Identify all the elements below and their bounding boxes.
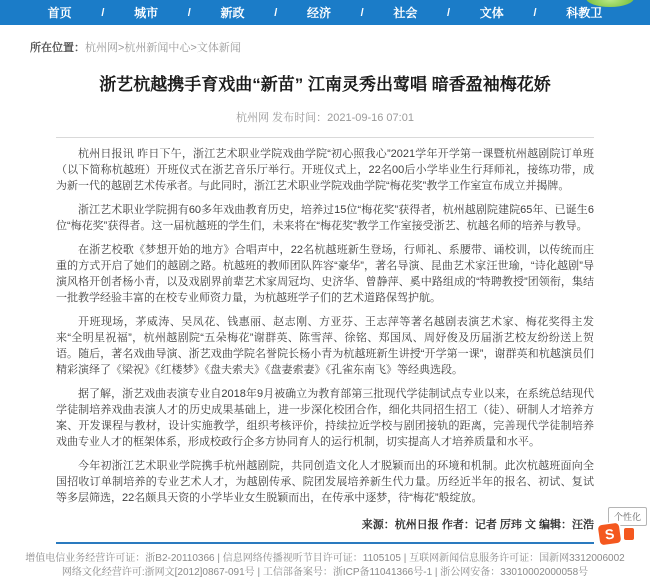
article-byline: 来源：杭州日报 作者：记者 厉玮 文 编辑：汪浩 bbox=[361, 519, 594, 531]
article-meta: 杭州网 发布时间：2021-09-16 07:01 bbox=[236, 112, 414, 124]
nav-separator: / bbox=[533, 6, 537, 19]
nav-item-sci-edu-health[interactable]: 科教卫 bbox=[566, 6, 603, 20]
footer-license-line-2: 网络文化经营许可:浙网文[2012]0867-091号 | 工信部备案号：浙ICP备11041366号-1 | 浙公网安备：33010002000058号 bbox=[61, 567, 589, 578]
article-paragraph: 在浙艺校歌《梦想开始的地方》合唱声中，22名杭越班新生登场，行师礼、系腰带、诵校训，以传统而庄重的方式开启了她们的越剧之路。杭越班的教师团队阵容“豪华”，著名导演、昆曲艺术家汪世瑜，“诗化越剧”导演风格开创者杨小青，以及戏剧界前辈艺术家周冠均、史济华、曾静萍、奚中路组成的“特聘教授”团领衔，集结一批教学经验丰富的在校专业师资力量，为杭越班学子们的艺术道路保驾护航。 bbox=[56, 244, 594, 304]
article-paragraph: 杭州日报讯 昨日下午，浙江艺术职业学院戏曲学院“初心照我心”2021学年开学第一课暨杭州越剧院订单班（以下简称杭越班）开班仪式在浙艺音乐厅举行。开班仪式上，22名00后小学毕业生行拜师礼，接练功带，成为新一代的越剧艺术传承者。与此同时，浙江艺术职业学院戏曲学院“梅花奖”教学工作室宣布成立并揭牌。 bbox=[56, 148, 594, 192]
nav-separator: / bbox=[187, 6, 191, 19]
nav-item-new-policy[interactable]: 新政 bbox=[220, 6, 245, 20]
breadcrumb bbox=[30, 39, 650, 55]
footer-license-line-1: 增值电信业务经营许可证：浙B2-20110366 | 信息网络传播视听节目许可证：1105105 | 互联网新闻信息服务许可证：国新网3312006002 bbox=[25, 553, 625, 564]
top-navigation-bar bbox=[0, 0, 650, 25]
article-container bbox=[56, 73, 594, 544]
article-paragraph: 今年初浙江艺术职业学院携手杭州越剧院，共同创造文化人才脱颖而出的环境和机制。此次杭越班面向全国招收订单制培养的专业艺术人才，为越剧传承、院团发展培养新生代力量。历经近半年的报名、初试、复试等多层筛选，22名颇具天资的小学毕业女生脱颖而出，在传承中逐梦，待“梅花”般绽放。 bbox=[56, 460, 594, 504]
nav-item-culture-sports[interactable]: 文体 bbox=[479, 6, 504, 20]
article-paragraph: 据了解，浙艺戏曲表演专业自2018年9月被确立为教育部第三批现代学徒制试点专业以来，在系统总结现代学徒制培养戏曲表演人才的历史成果基础上，进一步深化校团合作，细化共同招生招工（徒）、研制人才培养方案、开发课程与教材，设计实施教学，组织考核评价，持续拉近学校与剧团接轨的距离，完善现代学徒制培养戏曲专业人才的框架体系，形成校政行企多方协同育人的运行机制，切实提高人才培养质量和水平。 bbox=[56, 388, 594, 448]
article-paragraph: 开班现场，茅威涛、吴凤花、钱惠丽、赵志刚、方亚芬、王志萍等著名越剧表演艺术家、梅花奖得主发来“全明星祝福”，杭州越剧院“五朵梅花”谢群英、陈雪萍、徐铭、郑国凤、周妤俊及历届浙艺校友纷纷送上贺语。随后，著名戏曲导演、浙艺戏曲学院名誉院长杨小青为杭越班新生讲授“开学第一课”，谢群英和杭越演员们精彩演绎了《梁祝》《红楼梦》《盘夫索夫》《盘妻索妻》《孔雀东南飞》等经典选段。 bbox=[56, 316, 594, 376]
nav-separator: / bbox=[447, 6, 451, 19]
article-title: 浙艺杭越携手育戏曲“新苗” 江南灵秀出莺唱 暗香盈袖梅花娇 bbox=[99, 75, 551, 94]
nav-separator: / bbox=[101, 6, 105, 19]
floating-widget bbox=[592, 507, 650, 547]
breadcrumb-label: 所在位置： bbox=[30, 42, 85, 54]
nav-separator: / bbox=[360, 6, 364, 19]
title-divider bbox=[56, 137, 594, 138]
nav-item-economy[interactable]: 经济 bbox=[306, 6, 331, 20]
article-body bbox=[56, 146, 594, 506]
page-footer bbox=[0, 552, 650, 580]
widget-fragment-icon bbox=[624, 528, 634, 540]
nav-item-society[interactable]: 社会 bbox=[393, 6, 418, 20]
article-paragraph: 浙江艺术职业学院拥有60多年戏曲教育历史，培养过15位“梅花奖”获得者，杭州越剧院建院65年、已诞生6位“梅花奖”获得者。这一届杭越班的学生们，未来将在“梅花奖”教学工作室接受浙艺、杭越名师的培养与教导。 bbox=[56, 204, 594, 232]
nav-item-home[interactable]: 首页 bbox=[47, 6, 72, 20]
bottom-blue-divider bbox=[56, 542, 594, 544]
nav-separator: / bbox=[274, 6, 278, 19]
widget-tooltip[interactable]: 个性化 bbox=[608, 507, 647, 526]
nav-item-city[interactable]: 城市 bbox=[134, 6, 159, 20]
breadcrumb-path[interactable]: 杭州网>杭州新闻中心>文体新闻 bbox=[85, 42, 241, 54]
sogou-s-logo-icon[interactable]: S bbox=[598, 523, 622, 546]
